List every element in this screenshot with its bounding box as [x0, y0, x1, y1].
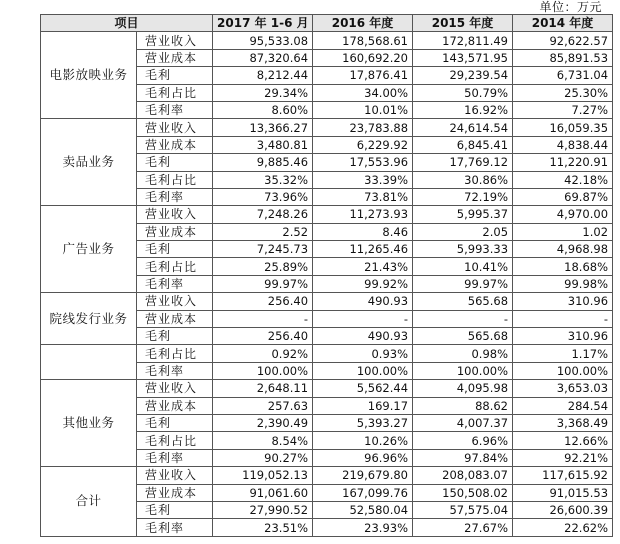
value-cell: 17,876.41 — [313, 67, 413, 84]
value-cell: 6,731.04 — [513, 67, 613, 84]
header-item: 项目 — [41, 15, 213, 32]
value-cell: 8.54% — [213, 432, 313, 449]
table-row — [41, 380, 613, 397]
category-cell: 卖品业务 — [41, 119, 137, 206]
value-cell: 92.21% — [513, 449, 613, 466]
value-cell: 35.32% — [213, 171, 313, 188]
value-cell: 90.27% — [213, 449, 313, 466]
table-row — [41, 32, 613, 49]
value-cell: 100.00% — [313, 362, 413, 379]
value-cell: 8,212.44 — [213, 67, 313, 84]
table-row — [41, 345, 613, 362]
header-row — [41, 15, 613, 32]
value-cell: 9,885.46 — [213, 154, 313, 171]
value-cell: 6,845.41 — [413, 136, 513, 153]
value-cell: 27,990.52 — [213, 501, 313, 518]
value-cell: 257.63 — [213, 397, 313, 414]
metric-cell: 毛利占比 — [137, 258, 213, 275]
value-cell: - — [313, 310, 413, 327]
value-cell: 5,393.27 — [313, 414, 413, 431]
metric-cell: 营业收入 — [137, 380, 213, 397]
metric-cell: 毛利 — [137, 154, 213, 171]
value-cell: 10.41% — [413, 258, 513, 275]
header-2017h1: 2017 年 1-6 月 — [213, 15, 313, 32]
value-cell: 565.68 — [413, 328, 513, 345]
value-cell: 91,061.60 — [213, 484, 313, 501]
value-cell: 97.84% — [413, 449, 513, 466]
value-cell: 100.00% — [413, 362, 513, 379]
value-cell: 169.17 — [313, 397, 413, 414]
metric-cell: 营业成本 — [137, 310, 213, 327]
table-row — [41, 206, 613, 223]
value-cell: 87,320.64 — [213, 49, 313, 66]
value-cell: 11,273.93 — [313, 206, 413, 223]
value-cell: 6.96% — [413, 432, 513, 449]
value-cell: - — [413, 310, 513, 327]
value-cell: 100.00% — [513, 362, 613, 379]
value-cell: 12.66% — [513, 432, 613, 449]
value-cell: 10.01% — [313, 101, 413, 118]
value-cell: 42.18% — [513, 171, 613, 188]
table-body — [41, 32, 613, 536]
metric-cell: 毛利率 — [137, 188, 213, 205]
value-cell: 256.40 — [213, 328, 313, 345]
value-cell: 88.62 — [413, 397, 513, 414]
value-cell: 26,600.39 — [513, 501, 613, 518]
value-cell: 72.19% — [413, 188, 513, 205]
value-cell: 310.96 — [513, 293, 613, 310]
metric-cell: 营业成本 — [137, 484, 213, 501]
header-2014: 2014 年度 — [513, 15, 613, 32]
value-cell: 91,015.53 — [513, 484, 613, 501]
value-cell: 4,095.98 — [413, 380, 513, 397]
value-cell: 11,220.91 — [513, 154, 613, 171]
value-cell: 34.00% — [313, 84, 413, 101]
metric-cell: 营业成本 — [137, 397, 213, 414]
table-header — [41, 15, 613, 32]
metric-cell: 营业收入 — [137, 206, 213, 223]
metric-cell: 毛利 — [137, 241, 213, 258]
value-cell: 5,562.44 — [313, 380, 413, 397]
value-cell: 4,970.00 — [513, 206, 613, 223]
value-cell: 7,248.26 — [213, 206, 313, 223]
value-cell: 16.92% — [413, 101, 513, 118]
value-cell: 99.98% — [513, 275, 613, 292]
table-row — [41, 119, 613, 136]
value-cell: 33.39% — [313, 171, 413, 188]
value-cell: 160,692.20 — [313, 49, 413, 66]
value-cell: 172,811.49 — [413, 32, 513, 49]
category-cell: 合计 — [41, 467, 137, 537]
value-cell: 119,052.13 — [213, 467, 313, 484]
metric-cell: 毛利率 — [137, 449, 213, 466]
metric-cell: 营业收入 — [137, 293, 213, 310]
table-row — [41, 293, 613, 310]
value-cell: - — [213, 310, 313, 327]
value-cell: 99.97% — [213, 275, 313, 292]
value-cell: 18.68% — [513, 258, 613, 275]
category-cell: 院线发行业务 — [41, 293, 137, 345]
value-cell: 4,838.44 — [513, 136, 613, 153]
value-cell: 2,648.11 — [213, 380, 313, 397]
value-cell: 4,007.37 — [413, 414, 513, 431]
metric-cell: 毛利率 — [137, 101, 213, 118]
value-cell: 7,245.73 — [213, 241, 313, 258]
value-cell: 13,366.27 — [213, 119, 313, 136]
metric-cell: 毛利率 — [137, 275, 213, 292]
unit-label: 单位：万元 — [539, 0, 602, 14]
metric-cell: 毛利 — [137, 328, 213, 345]
value-cell: 29.34% — [213, 84, 313, 101]
value-cell: 17,769.12 — [413, 154, 513, 171]
value-cell: 8.46 — [313, 223, 413, 240]
value-cell: 5,993.33 — [413, 241, 513, 258]
value-cell: 95,533.08 — [213, 32, 313, 49]
metric-cell: 毛利率 — [137, 519, 213, 536]
value-cell: 23.93% — [313, 519, 413, 536]
value-cell: 23,783.88 — [313, 119, 413, 136]
value-cell: 3,653.03 — [513, 380, 613, 397]
value-cell: 6,229.92 — [313, 136, 413, 153]
value-cell: 0.93% — [313, 345, 413, 362]
value-cell: 24,614.54 — [413, 119, 513, 136]
value-cell: 25.30% — [513, 84, 613, 101]
value-cell: 3,368.49 — [513, 414, 613, 431]
category-cell: 其他业务 — [41, 380, 137, 467]
value-cell: 22.62% — [513, 519, 613, 536]
value-cell: 143,571.95 — [413, 49, 513, 66]
value-cell: 3,480.81 — [213, 136, 313, 153]
value-cell: 490.93 — [313, 293, 413, 310]
metric-cell: 毛利占比 — [137, 171, 213, 188]
value-cell: 73.81% — [313, 188, 413, 205]
value-cell: 50.79% — [413, 84, 513, 101]
category-cell: 广告业务 — [41, 206, 137, 293]
metric-cell: 毛利 — [137, 501, 213, 518]
value-cell: 92,622.57 — [513, 32, 613, 49]
metric-cell: 毛利率 — [137, 362, 213, 379]
metric-cell: 毛利占比 — [137, 345, 213, 362]
metric-cell: 营业成本 — [137, 49, 213, 66]
header-2015: 2015 年度 — [413, 15, 513, 32]
value-cell: 100.00% — [213, 362, 313, 379]
value-cell: 0.92% — [213, 345, 313, 362]
value-cell: 29,239.54 — [413, 67, 513, 84]
value-cell: 25.89% — [213, 258, 313, 275]
value-cell: 7.27% — [513, 101, 613, 118]
category-cell — [41, 345, 137, 380]
value-cell: 256.40 — [213, 293, 313, 310]
metric-cell: 营业收入 — [137, 119, 213, 136]
value-cell: 27.67% — [413, 519, 513, 536]
value-cell: 167,099.76 — [313, 484, 413, 501]
value-cell: 23.51% — [213, 519, 313, 536]
value-cell: 11,265.46 — [313, 241, 413, 258]
value-cell: 69.87% — [513, 188, 613, 205]
value-cell: 52,580.04 — [313, 501, 413, 518]
value-cell: 73.96% — [213, 188, 313, 205]
value-cell: 2.05 — [413, 223, 513, 240]
value-cell: 16,059.35 — [513, 119, 613, 136]
metric-cell: 毛利 — [137, 67, 213, 84]
metric-cell: 营业收入 — [137, 467, 213, 484]
header-2016: 2016 年度 — [313, 15, 413, 32]
metric-cell: 营业收入 — [137, 32, 213, 49]
value-cell: 490.93 — [313, 328, 413, 345]
value-cell: 219,679.80 — [313, 467, 413, 484]
value-cell: 310.96 — [513, 328, 613, 345]
value-cell: 208,083.07 — [413, 467, 513, 484]
value-cell: 85,891.53 — [513, 49, 613, 66]
value-cell: 17,553.96 — [313, 154, 413, 171]
metric-cell: 毛利占比 — [137, 432, 213, 449]
value-cell: 2,390.49 — [213, 414, 313, 431]
value-cell: 10.26% — [313, 432, 413, 449]
value-cell: 178,568.61 — [313, 32, 413, 49]
value-cell: 284.54 — [513, 397, 613, 414]
value-cell: 117,615.92 — [513, 467, 613, 484]
value-cell: 1.02 — [513, 223, 613, 240]
value-cell: 30.86% — [413, 171, 513, 188]
value-cell: 57,575.04 — [413, 501, 513, 518]
metric-cell: 毛利占比 — [137, 84, 213, 101]
value-cell: 4,968.98 — [513, 241, 613, 258]
value-cell: - — [513, 310, 613, 327]
value-cell: 150,508.02 — [413, 484, 513, 501]
value-cell: 21.43% — [313, 258, 413, 275]
value-cell: 96.96% — [313, 449, 413, 466]
metric-cell: 营业成本 — [137, 223, 213, 240]
gross-profit-table — [40, 14, 613, 537]
value-cell: 99.97% — [413, 275, 513, 292]
value-cell: 565.68 — [413, 293, 513, 310]
value-cell: 8.60% — [213, 101, 313, 118]
value-cell: 1.17% — [513, 345, 613, 362]
category-cell: 电影放映业务 — [41, 32, 137, 119]
value-cell: 99.92% — [313, 275, 413, 292]
value-cell: 5,995.37 — [413, 206, 513, 223]
table-row — [41, 467, 613, 484]
value-cell: 2.52 — [213, 223, 313, 240]
metric-cell: 毛利 — [137, 414, 213, 431]
metric-cell: 营业成本 — [137, 136, 213, 153]
value-cell: 0.98% — [413, 345, 513, 362]
